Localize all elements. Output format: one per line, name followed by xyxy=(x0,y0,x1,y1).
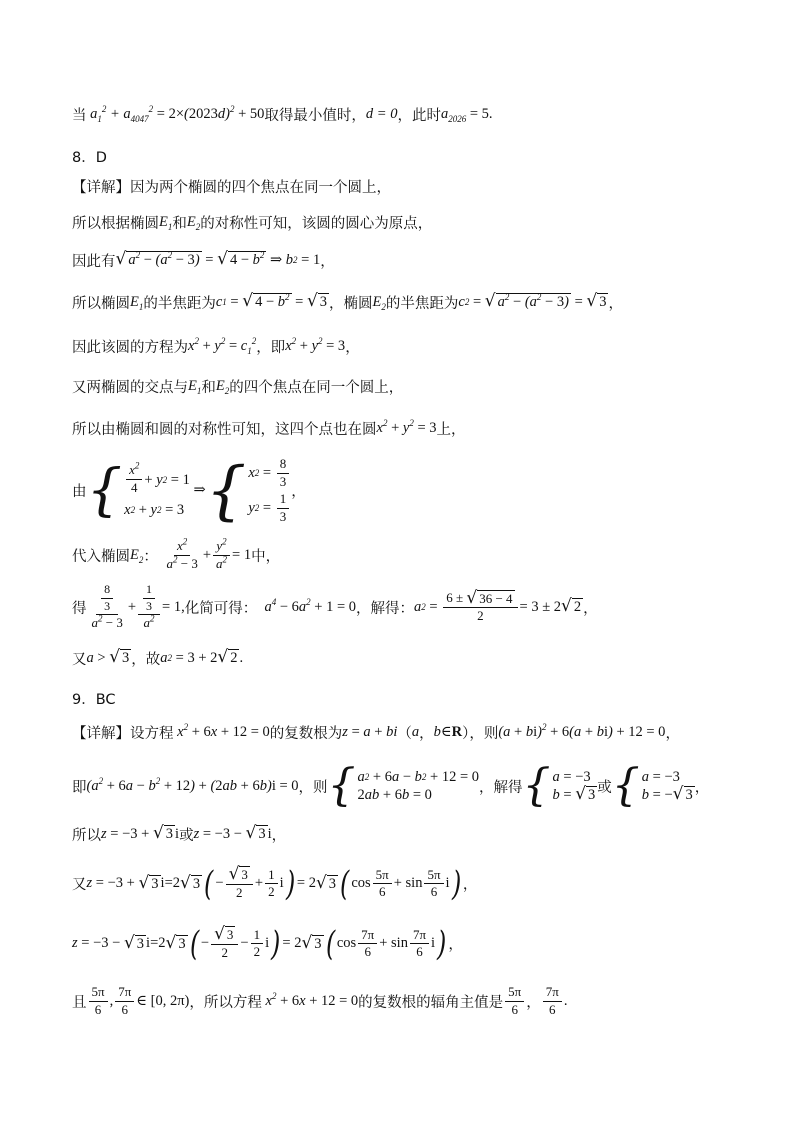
text: 取得最小值时， xyxy=(264,108,366,124)
text: 所以根据椭圆 xyxy=(72,216,159,232)
text: ： xyxy=(143,548,158,565)
formula: c 2 = √ $a^2 - (a^2 - 3)$ = √ 3 xyxy=(458,291,607,312)
text: 又两椭圆的交点与 xyxy=(72,380,188,396)
formula: $x^2 + 6x + 12 = 0$ xyxy=(173,722,270,740)
answer-9 xyxy=(72,688,116,709)
equation-system: { a 2 + 6 a − b 2 + 12 = 0 2 ab + 6 b = 0 xyxy=(327,760,480,811)
text: . xyxy=(563,992,568,1009)
text: 所以椭圆 xyxy=(72,296,130,312)
text: 且 xyxy=(72,994,87,1011)
text: 的复数根的辐角主值是 xyxy=(358,994,504,1011)
formula: $E_2$ xyxy=(215,378,230,396)
formula: $E_2$ xyxy=(186,214,201,232)
text: ， xyxy=(462,877,478,894)
text: ， xyxy=(271,828,287,844)
text: ，此时 xyxy=(397,108,441,124)
formula: z = a + bi xyxy=(342,724,398,740)
line-13 xyxy=(72,648,243,669)
text: ， xyxy=(526,994,541,1011)
text: ， xyxy=(665,726,680,742)
text: 和 xyxy=(201,380,216,396)
text: ，所以方程 xyxy=(189,994,262,1011)
text: 因为两个椭圆的四个焦点在同一个圆上， xyxy=(130,180,391,196)
formula: $a^4 - 6a^2 + 1 = 0$ xyxy=(257,596,357,615)
formula: $\frac{x^2}{a^2 - 3}$ + $\frac{y^2}{a^2}$ = 1 xyxy=(166,536,252,571)
formula: $E_1$ xyxy=(188,378,202,396)
line-9 xyxy=(72,418,466,439)
answer-label: 9．BC xyxy=(72,692,116,708)
text: ，即 xyxy=(256,340,286,356)
equation-system-result: { x 2 = $\frac{8}{3}$ y 2 = $\frac{1}{3}$ xyxy=(206,456,292,526)
text: 的四个焦点在同一个圆上， xyxy=(229,380,404,396)
detail-tag: 【详解】 xyxy=(72,180,130,196)
text: 的复数根为 xyxy=(269,726,343,742)
text: 中， xyxy=(251,548,281,565)
text: 所以 xyxy=(72,828,101,844)
formula: $\frac{7\pi}{6}$ xyxy=(541,984,564,1019)
formula: $x^2 + y^2 = c_1^2$ xyxy=(188,336,257,356)
formula: $E_2$ xyxy=(372,294,386,312)
formula: $x^2 + y^2 = 3$ xyxy=(285,336,346,354)
formula: $\frac{5\pi}{6}$ , $\frac{7\pi}{6}$ ∈ [0, 2π) xyxy=(87,984,190,1019)
line-12 xyxy=(72,582,598,632)
implies: ⇒ xyxy=(189,482,206,499)
formula: a 2 = 3 + 2 √ 2 xyxy=(160,647,238,668)
text: ， xyxy=(320,254,335,270)
answer-8 xyxy=(72,146,107,167)
formula: $E_1$ xyxy=(130,294,144,312)
formula: $a_{2026} = 5$ xyxy=(440,106,489,124)
text: . xyxy=(488,106,493,122)
text: 化简可得： xyxy=(184,600,258,617)
text: ， xyxy=(291,484,306,501)
text: 又 xyxy=(72,652,87,668)
text: （ xyxy=(397,726,412,742)
line-20 xyxy=(72,984,567,1019)
formula: z = −3 + √ 3 i xyxy=(101,823,180,844)
line-1 xyxy=(72,104,493,125)
formula: z = −3 − √ 3 i xyxy=(193,823,272,844)
text: 代入椭圆 xyxy=(72,548,130,565)
formula: $E_1$ xyxy=(159,214,173,232)
formula: $x^2 + 6x + 12 = 0$ xyxy=(261,991,359,1009)
text: ， xyxy=(419,726,434,742)
text: 的半焦距为 xyxy=(385,296,459,312)
text: 所以由椭圆和圆的对称性可知，这四个点也在圆 xyxy=(72,422,377,438)
line-4 xyxy=(72,212,432,233)
formula: $\frac{\frac{8}{3}}{a^2 - 3}$ + $\frac{\frac{1}{3}}{a^2}$ = 1, xyxy=(91,582,185,631)
text: 当 xyxy=(72,108,87,124)
text: 和 xyxy=(172,216,187,232)
formula: (a + bi)$^2$ + 6(a + bi) + 12 = 0 xyxy=(498,722,666,740)
text: ，解得： xyxy=(356,600,415,617)
formula: $x^2 + y^2 = 3$ xyxy=(376,418,437,436)
line-16 xyxy=(72,760,710,811)
formula: a 2 = 6 ± √ 36 − 4 2 = 3 ± 2 √ 2 xyxy=(414,587,582,623)
formula: c 1 = √ $4 - b^2$ = √ 3 xyxy=(215,291,328,312)
text: 因此该圆的方程为 xyxy=(72,340,188,356)
formula: a xyxy=(411,724,420,740)
formula: z = −3 + √ 3 i=2 √ 3 ( − √ 3 2 + $\frac{1}{2}$ i ) = 2 √ 3 ( cos $\frac{5\pi}{6}$ + sin $\frac{5\pi}{6}$ i ) xyxy=(86,863,461,904)
text: ，椭圆 xyxy=(329,296,373,312)
formula: $\frac{5\pi}{6}$ xyxy=(503,984,526,1019)
text: 得 xyxy=(72,600,87,617)
text: ），则 xyxy=(462,726,499,742)
text: 或 xyxy=(597,779,612,796)
line-15 xyxy=(72,722,680,743)
equation-system: { $\frac{x^2}{4}$ + y 2 = 1 x 2 + y 2 = 3 xyxy=(86,457,190,523)
line-11 xyxy=(72,538,280,573)
answer-label: 8．D xyxy=(72,150,107,166)
text: ， xyxy=(448,937,463,954)
text: ， xyxy=(583,600,598,617)
line-10 xyxy=(72,453,306,528)
line-5 xyxy=(72,250,335,271)
formula: $E_2$ xyxy=(130,546,144,565)
formula: $a_1^2 + a_{4047}^2 = 2\times(2023d)^2 + 50$ xyxy=(86,104,265,124)
text: 因此有 xyxy=(72,254,116,270)
text: 又 xyxy=(72,877,87,894)
text: 或 xyxy=(179,828,194,844)
text: ，解得 xyxy=(479,779,523,796)
line-18 xyxy=(72,863,478,904)
line-7 xyxy=(72,336,360,357)
formula: $(a^2 + 6a - b^2 + 12) + (2ab + 6b)i = 0$ xyxy=(86,775,299,794)
text: ， xyxy=(608,296,623,312)
line-8 xyxy=(72,376,403,397)
text: 的半焦距为 xyxy=(143,296,216,312)
formula: √ $a^2 - (a^2 - 3)$ = √ $4 - b^2$ ⇒ b 2 = 1 xyxy=(115,249,321,270)
text: ， xyxy=(694,779,710,796)
text: 由 xyxy=(72,484,87,501)
line-6 xyxy=(72,292,623,313)
text: ，则 xyxy=(298,779,328,796)
detail-tag: 【详解】 xyxy=(72,726,130,742)
formula: b∈R xyxy=(433,724,463,740)
formula: d = 0 xyxy=(365,106,398,122)
text: ，故 xyxy=(131,652,161,668)
text: 即 xyxy=(72,779,87,796)
line-19 xyxy=(72,923,463,964)
formula: z = −3 − √ 3 i=2 √ 3 ( − √ 3 2 − $\frac{1}{2}$ i ) = 2 √ 3 ( cos $\frac{7\pi}{6}$ + sin $\frac{7\pi}{6}$ i ) xyxy=(72,923,447,964)
line-17 xyxy=(72,824,286,845)
text: ， xyxy=(345,340,360,356)
text: . xyxy=(239,650,244,666)
text: 的对称性可知，该圆的圆心为原点， xyxy=(200,216,433,232)
equation-system-solution-2: { a = −3 b = − √ 3 xyxy=(611,760,693,811)
equation-system-solution-1: { a = −3 b = √ 3 xyxy=(522,760,596,811)
line-3 xyxy=(72,176,391,197)
formula: a > √ 3 xyxy=(86,647,130,668)
text: 上， xyxy=(436,422,466,438)
text: 设方程 xyxy=(130,726,174,742)
